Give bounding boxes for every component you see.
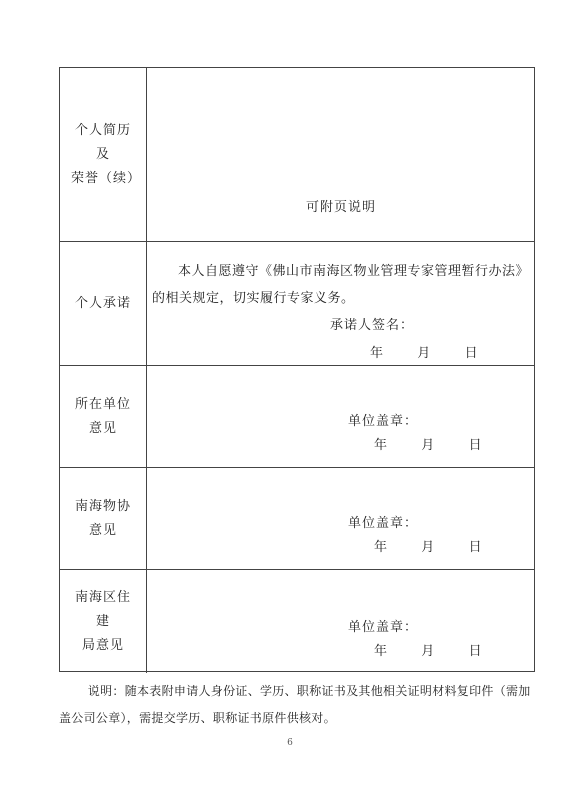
page-number: 6 [287,738,293,748]
row-housing-bureau-opinion [60,570,534,673]
association-date [374,536,482,555]
content-cell-employer[interactable] [146,366,534,467]
commitment-text: 本人自愿遵守《佛山市南海区物业管理专家管理暂行办法》的相关规定，切实履行专家义务。 [152,264,523,306]
row-label-bureau: 南海区住建 局意见 [74,589,131,653]
row-employer-opinion [60,366,534,468]
signature-label: 承诺人签名： [330,318,415,333]
content-cell-resume[interactable] [146,68,534,241]
row-label-association: 南海物协 意见 [74,498,131,538]
row-label-commitment: 个人承诺 [74,295,131,311]
row-label-employer: 所在单位 意见 [74,396,131,436]
date-day: 日 [468,540,482,555]
seal-label: 单位盖章： [348,620,419,635]
footnote: 说明：随本表附申请人身份证、学历、职称证书及其他相关证明材料复印件（需加盖公司公章），需提交学历、职称证书原件供核对。 [59,684,531,725]
label-cell-resume [60,68,147,241]
application-form-table [59,67,535,672]
attachment-note: 可附页说明 [306,200,377,215]
date-day: 日 [464,346,478,361]
content-cell-bureau[interactable] [146,570,534,673]
content-cell-association[interactable] [146,468,534,569]
date-month: 月 [421,644,435,659]
date-month: 月 [417,346,431,361]
row-association-opinion [60,468,534,570]
date-month: 月 [421,540,435,555]
label-cell-commitment [60,242,147,365]
date-day: 日 [468,438,482,453]
row-resume-honors [60,68,534,242]
date-year: 年 [374,540,388,555]
label-cell-bureau [60,570,147,673]
date-year: 年 [370,346,384,361]
label-cell-association [60,468,147,569]
date-year: 年 [374,644,388,659]
employer-date [374,434,482,453]
date-month: 月 [421,438,435,453]
label-cell-employer [60,366,147,467]
content-cell-commitment [146,242,534,365]
commitment-date [370,342,478,361]
seal-label: 单位盖章： [348,414,419,429]
date-year: 年 [374,438,388,453]
row-label-resume: 个人简历及 荣誉（续） [71,122,142,186]
seal-label: 单位盖章： [348,516,419,531]
bureau-date [374,640,482,659]
date-day: 日 [468,644,482,659]
row-personal-commitment [60,242,534,366]
